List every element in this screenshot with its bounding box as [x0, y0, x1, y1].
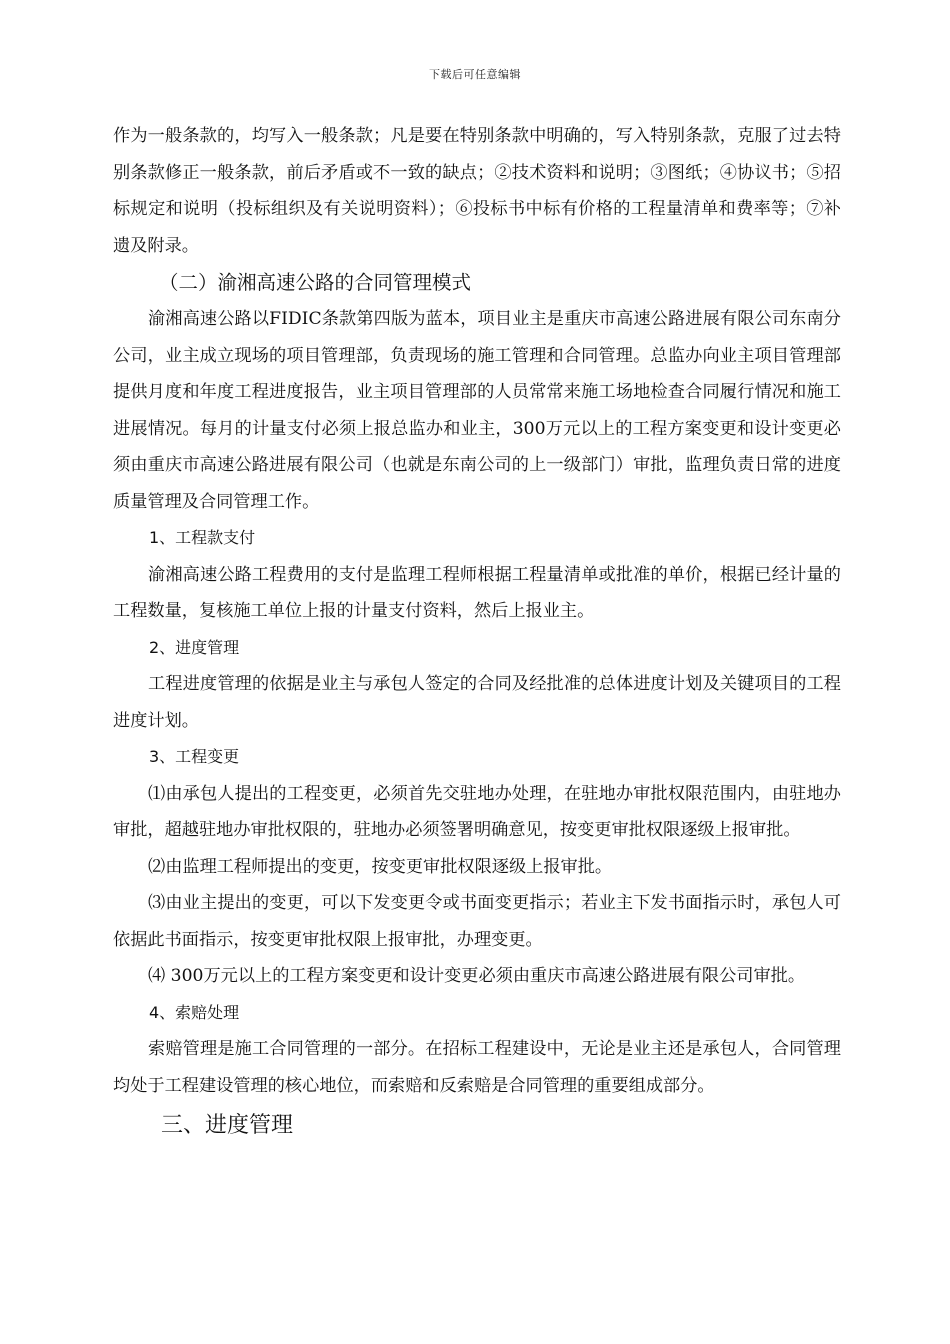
paragraph-progress: 工程进度管理的依据是业主与承包人签定的合同及经批准的总体进度计划及关键项目的工程进度计划。: [113, 674, 841, 731]
page-header: 下载后可任意编辑: [429, 68, 521, 81]
document-body: [113, 118, 841, 1146]
paragraph-claims: 索赔管理是施工合同管理的一部分。在招标工程建设中，无论是业主还是承包人，合同管理均处于工程建设管理的核心地位，而索赔和反索赔是合同管理的重要组成部分。: [113, 1039, 841, 1096]
subheading-change: 3、工程变更: [149, 747, 240, 766]
paragraph-change-1: ⑴由承包人提出的工程变更，必须首先交驻地办处理，在驻地办审批权限范围内，由驻地办审批，超越驻地办审批权限的，驻地办必须签署明确意见，按变更审批权限逐级上报审批。: [113, 783, 841, 840]
paragraph-change-4: ⑷ 300万元以上的工程方案变更和设计变更必须由重庆市高速公路进展有限公司审批。: [148, 966, 806, 986]
paragraph-payment: 渝湘高速公路工程费用的支付是监理工程师根据工程量清单或批准的单价，根据已经计量的工程数量，复核施工单位上报的计量支付资料，然后上报业主。: [113, 564, 841, 621]
subheading-progress: 2、进度管理: [149, 637, 240, 657]
subheading-payment: 1、工程款支付: [149, 528, 256, 547]
section-heading-progress-management: 三、进度管理: [161, 1113, 294, 1138]
paragraph-change-2: ⑵由监理工程师提出的变更，按变更审批权限逐级上报审批。: [148, 856, 613, 877]
paragraph-contract-mode: 渝湘高速公路以FIDIC条款第四版为蓝本，项目业主是重庆市高速公路进展有限公司东南分公司，业主成立现场的项目管理部，负责现场的施工管理和合同管理。总监办向业主项目管理部提供月度和年度工程进度报告，业主项目管理部的人员常常来施工场地检查合同履行情况和施工进展情况。每月的计量支付必须上报总监办和业主，300万元以上的工程方案变更和设计变更必须由重庆市高速公路进展有限公司（也就是东南公司的上一级部门）审批，监理负责日常的进度质量管理及合同管理工作。: [113, 309, 841, 512]
paragraph-clause-list: 作为一般条款的，均写入一般条款；凡是要在特别条款中明确的，写入特别条款，克服了过去特别条款修正一般条款，前后矛盾或不一致的缺点；②技术资料和说明；③图纸；④协议书；⑤招标规定和说明（投标组织及有关说明资料）；⑥投标书中标有价格的工程量清单和费率等；⑦补遗及附录。: [113, 126, 841, 256]
subheading-claims: 4、索赔处理: [149, 1002, 240, 1022]
paragraph-change-3: ⑶由业主提出的变更，可以下发变更令或书面变更指示；若业主下发书面指示时，承包人可依据此书面指示，按变更审批权限上报审批，办理变更。: [113, 893, 841, 950]
section-heading-contract-mode: （二）渝湘高速公路的合同管理模式: [159, 271, 472, 294]
